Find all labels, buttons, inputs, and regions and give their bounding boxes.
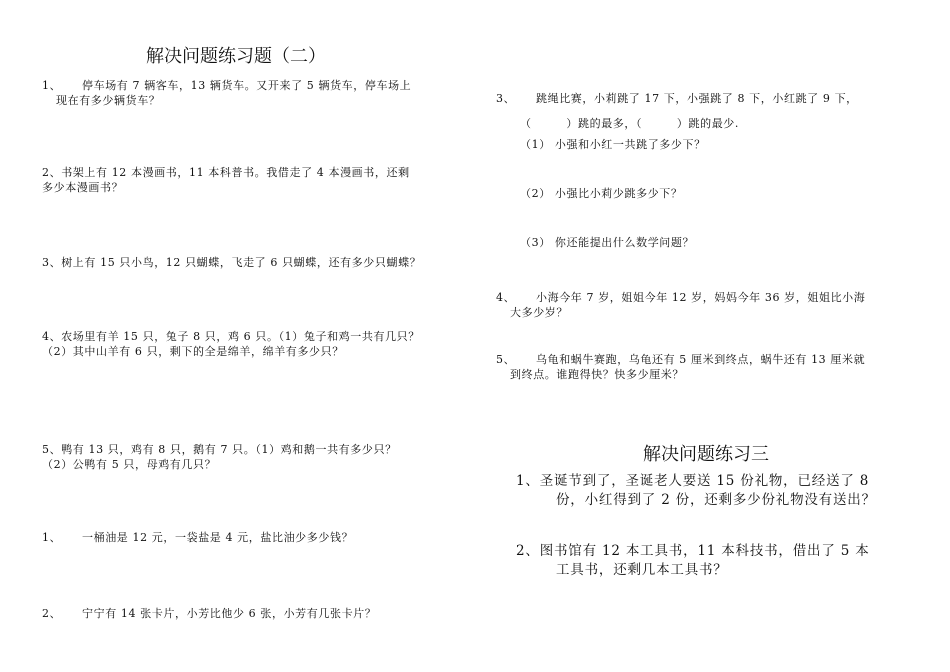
question-text: 多少本漫画书？ [42,181,124,194]
question-r3 [496,91,858,250]
page-title: 解决问题练习题（二） [146,46,326,67]
question-number: 2、 [42,607,62,620]
question-text: 份，小红得到了 2 份，还剩多少份礼物没有送出？ [556,492,876,508]
question-r4 [496,290,865,320]
question-text: 4、农场里有羊 15 只，兔子 8 只，鸡 6 只。（1）兔子和鸡一共有几只？ [42,330,420,343]
question-number: 1、 [42,531,62,544]
question-5 [42,442,397,472]
question-text: 一桶油是 12 元，一袋盐是 4 元，盐比油少多少钱？ [82,531,354,544]
practice-2 [516,542,870,580]
question-3 [42,255,421,270]
question-7 [42,606,376,621]
question-number: 3、 [496,92,516,105]
question-r5 [496,352,865,382]
sub-question-2: （2） 小强比小莉少跳多少下？ [520,187,683,200]
question-6 [42,530,353,545]
question-number: 4、 [496,291,516,304]
question-text: 图书馆有 12 本工具书，11 本科技书，借出了 5 本 [539,543,870,559]
question-number: 1、 [516,473,540,489]
question-number: 1、 [42,79,62,92]
question-number: 5、 [496,353,516,366]
question-number: 2、 [516,543,540,559]
question-text: （2）其中山羊有 6 只，剩下的全是绵羊，绵羊有多少只？ [42,345,344,358]
question-1 [42,78,411,108]
question-text: 工具书，还剩几本工具书？ [556,562,728,578]
question-text: 大多少岁？ [510,306,568,319]
question-text: 圣诞节到了，圣诞老人要送 15 份礼物，已经送了 8 [539,473,870,489]
question-text: 宁宁有 14 张卡片，小芳比他少 6 张，小芳有几张卡片？ [82,607,377,620]
question-text: 现在有多少辆货车？ [56,94,161,107]
question-text: 到终点。谁跑得快？快多少厘米？ [510,368,684,381]
section-title: 解决问题练习三 [643,444,769,465]
sub-question-1: （1） 小强和小红一共跳了多少下？ [520,138,706,151]
question-text: 2、书架上有 12 本漫画书，11 本科普书。我借走了 4 本漫画书，还剩 [42,166,410,179]
question-2 [42,165,410,195]
question-text: 乌龟和蜗牛赛跑，乌龟还有 5 厘米到终点，蜗牛还有 13 厘米就 [536,353,866,366]
question-text: （2）公鸭有 5 只，母鸡有几只？ [42,458,217,471]
question-text: 5、鸭有 13 只，鸡有 8 只，鹅有 7 只。（1）鸡和鹅一共有多少只？ [42,443,397,456]
sub-question-3: （3） 你还能提出什么数学问题？ [520,236,695,249]
practice-1 [516,472,876,510]
blank-line: （ ）跳的最多，（ ）跳的最少. [520,117,739,130]
question-text: 跳绳比赛，小莉跳了 17 下，小强跳了 8 下，小红跳了 9 下， [536,92,858,105]
question-text: 停车场有 7 辆客车，13 辆货车。又开来了 5 辆货车，停车场上 [82,79,412,92]
question-text: 3、树上有 15 只小鸟，12 只蝴蝶，飞走了 6 只蝴蝶，还有多少只蝴蝶？ [42,256,422,269]
question-4 [42,329,420,359]
question-text: 小海今年 7 岁，姐姐今年 12 岁，妈妈今年 36 岁，姐姐比小海 [536,291,866,304]
